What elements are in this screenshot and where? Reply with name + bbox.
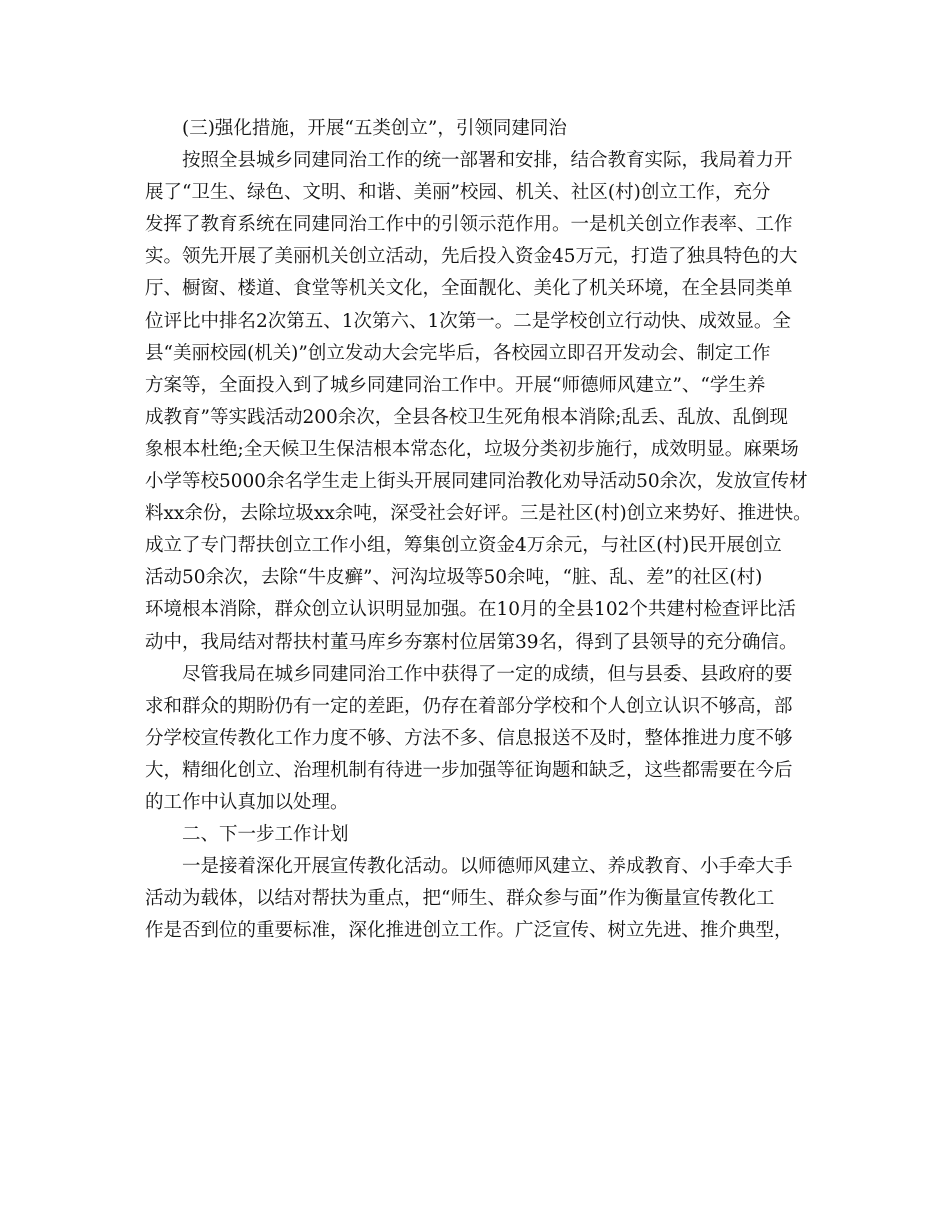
paragraph-line: 县“美丽校园(机关)”创立发动大会完毕后，各校园立即召开发动会、制定工作 <box>145 342 771 364</box>
paragraph-line: 动中，我局结对帮扶村董马库乡夯寨村位居第39名，得到了县领导的充分确信。 <box>145 631 798 653</box>
paragraph-line: 按照全县城乡同建同治工作的统一部署和安排，结合教育实际，我局着力开 <box>182 150 793 172</box>
document-body <box>145 113 835 947</box>
paragraph-line: 大，精细化创立、治理机制有待进一步加强等征询题和缺乏，这些都需要在今后 <box>145 759 793 781</box>
paragraph-line: 料xx余份，去除垃圾xx余吨，深受社会好评。三是社区(村)创立来势好、推进快。 <box>145 503 812 525</box>
paragraph-line: 厅、橱窗、楼道、食堂等机关文化，全面靓化、美化了机关环境，在全县同类单 <box>145 278 793 300</box>
paragraph-line: 作是否到位的重要标准，深化推进创立工作。广泛宣传、树立先进、推介典型， <box>145 920 793 942</box>
paragraph-line: 一是接着深化开展宣传教化活动。以师德师风建立、养成教育、小手牵大手 <box>182 856 793 878</box>
section-heading: (三)强化措施，开展“五类创立”，引领同建同治 <box>182 118 567 139</box>
paragraph-line: 成教育”等实践活动200余次，全县各校卫生死角根本消除;乱丢、乱放、乱倒现 <box>145 406 789 428</box>
paragraph-line: 小学等校5000余名学生走上街头开展同建同治教化劝导活动50余次，发放宣传材 <box>145 471 808 493</box>
paragraph-line: 尽管我局在城乡同建同治工作中获得了一定的成绩，但与县委、县政府的要 <box>182 663 793 685</box>
paragraph-line: 位评比中排名2次第五、1次第六、1次第一。二是学校创立行动快、成效显。全 <box>145 310 791 332</box>
paragraph-line: 展了“卫生、绿色、文明、和谐、美丽”校园、机关、社区(村)创立工作，充分 <box>145 182 771 204</box>
paragraph-line: 方案等，全面投入到了城乡同建同治工作中。开展“师德师风建立”、“学生养 <box>145 374 766 396</box>
paragraph-line: 活动50余次，去除“牛皮癣”、河沟垃圾等50余吨，“脏、乱、差”的社区(村) <box>145 567 763 589</box>
paragraph-line: 环境根本消除，群众创立认识明显加强。在10月的全县102个共建村检查评比活 <box>145 599 796 621</box>
paragraph-line: 活动为载体，以结对帮扶为重点，把“师生、群众参与面”作为衡量宣传教化工 <box>145 888 775 910</box>
paragraph-line: 的工作中认真加以处理。 <box>145 791 349 813</box>
paragraph-line: 成立了专门帮扶创立工作小组，筹集创立资金4万余元，与社区(村)民开展创立 <box>145 535 782 557</box>
paragraph-line: 实。领先开展了美丽机关创立活动，先后投入资金45万元，打造了独具特色的大 <box>145 246 798 268</box>
paragraph-line: 发挥了教育系统在同建同治工作中的引领示范作用。一是机关创立作表率、工作 <box>145 214 793 236</box>
section-heading: 二、下一步工作计划 <box>182 824 349 846</box>
paragraph-line: 求和群众的期盼仍有一定的差距，仍存在着部分学校和个人创立认识不够高，部 <box>145 695 793 717</box>
paragraph-line: 分学校宣传教化工作力度不够、方法不多、信息报送不及时，整体推进力度不够 <box>145 727 793 749</box>
paragraph-line: 象根本杜绝;全天候卫生保洁根本常态化，垃圾分类初步施行，成效明显。麻栗场 <box>145 438 799 460</box>
